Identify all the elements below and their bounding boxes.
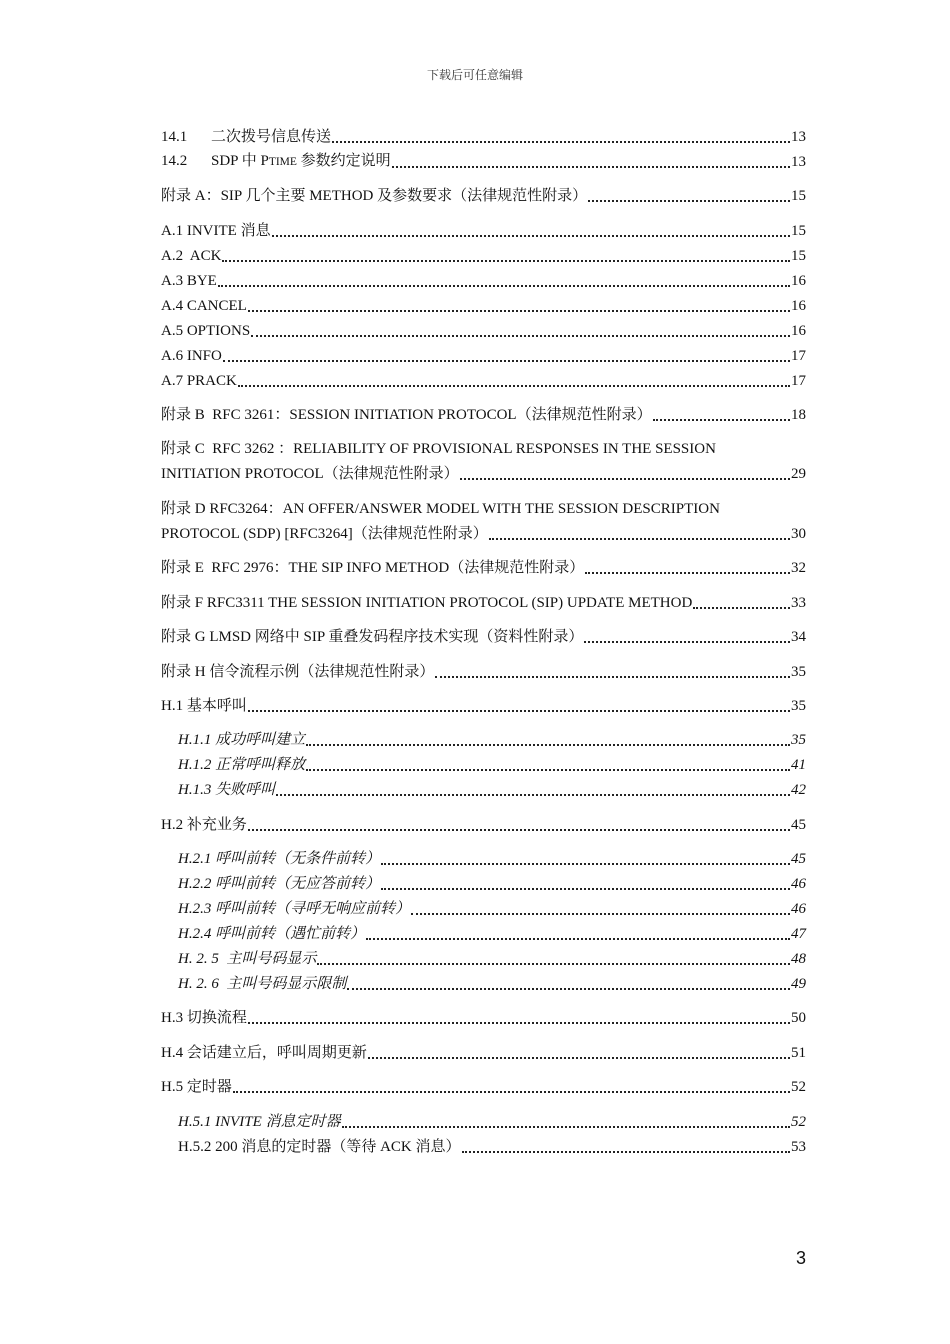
toc-entry-title: H.5.2 200 消息的定时器（等待 ACK 消息） [178, 1139, 461, 1155]
toc-entry-page: 13 [791, 154, 806, 170]
toc-entry-title: 附录 A：SIP 几个主要 METHOD 及参数要求（法律规范性附录） [161, 188, 588, 204]
toc-entry-page: 34 [791, 629, 806, 645]
toc-entry-14-2[interactable] [161, 147, 806, 172]
dot-leader [392, 165, 790, 168]
dot-leader [584, 640, 790, 643]
toc-entry-title: A.2 ACK [161, 248, 222, 264]
page-number: 3 [795, 1248, 806, 1268]
toc-entry-number: 14.2 [161, 153, 188, 169]
toc-entry-page: 45 [791, 851, 806, 867]
toc-entry-h-2[interactable] [161, 810, 806, 835]
dot-leader [366, 937, 790, 940]
toc-entry-page: 50 [791, 1010, 806, 1026]
toc-entry-page: 33 [791, 595, 806, 611]
toc-entry-title: H.2.4 呼叫前转（遇忙前转） [178, 926, 366, 942]
dot-leader [462, 1150, 790, 1153]
toc-entry-page: 52 [791, 1114, 806, 1130]
toc-entry-appendix-b[interactable] [161, 400, 806, 425]
toc-entry-title: 附录 E RFC 2976：THE SIP INFO METHOD（法律规范性附录） [161, 560, 585, 576]
toc-entry-h-3[interactable] [161, 1003, 806, 1028]
toc-entry-title: H.5 定时器 [161, 1079, 232, 1095]
dot-leader [233, 1090, 790, 1093]
toc-entry-page: 32 [791, 560, 806, 576]
toc-entry-title: A.3 BYE [161, 273, 217, 289]
dot-leader [381, 887, 790, 890]
toc-entry-title: H.5.1 INVITE 消息定时器 [178, 1114, 341, 1130]
toc-entry-page: 42 [791, 782, 806, 798]
toc-entry-title: INITIATION PROTOCOL（法律规范性附录） [161, 466, 459, 482]
toc-entry-title: H. 2. 6 主叫号码显示限制 [178, 976, 347, 992]
toc-entry-h-2-2[interactable] [178, 869, 806, 894]
toc-entry-number: 14.1 [161, 129, 188, 145]
dot-leader [248, 1021, 790, 1024]
toc-entry-h-2-1[interactable] [178, 844, 806, 869]
toc-entry-appendix-e[interactable] [161, 553, 806, 578]
toc-entry-title-smallcaps: TIME [268, 156, 297, 168]
toc-entry-page: 13 [791, 129, 806, 145]
toc-entry-page: 52 [791, 1079, 806, 1095]
toc-entry-title: H.1 基本呼叫 [161, 698, 247, 714]
dot-leader [342, 1125, 791, 1128]
dot-leader [693, 606, 790, 609]
toc-entry-title: A.1 INVITE 消息 [161, 223, 271, 239]
toc-entry-page: 16 [791, 298, 806, 314]
toc-entry-title: H.2 补充业务 [161, 817, 247, 833]
dot-leader [222, 259, 790, 262]
toc-entry-page: 51 [791, 1045, 806, 1061]
toc-entry-page: 48 [791, 951, 806, 967]
toc-entry-h-2-5[interactable] [178, 944, 806, 969]
dot-leader [306, 768, 790, 771]
dot-leader [238, 384, 790, 387]
toc-entry-h-5-2[interactable] [178, 1132, 806, 1157]
dot-leader [248, 709, 790, 712]
toc-entry-page: 35 [791, 664, 806, 680]
toc-entry-a-6[interactable] [161, 341, 806, 366]
toc-entry-a-3[interactable] [161, 266, 806, 291]
toc-entry-a-4[interactable] [161, 291, 806, 316]
toc-entry-title: 附录 B RFC 3261：SESSION INITIATION PROTOCOL（法律规范性附录） [161, 407, 652, 423]
toc-entry-h-1-3[interactable] [178, 775, 806, 800]
toc-entry-a-1[interactable] [161, 216, 806, 241]
dot-leader [435, 675, 790, 678]
toc-entry-page: 46 [791, 876, 806, 892]
toc-entry-h-2-3[interactable] [178, 894, 806, 919]
toc-entry-title: 附录 H 信令流程示例（法律规范性附录） [161, 664, 435, 680]
toc-entry-title: A.5 OPTIONS [161, 323, 251, 339]
toc-entry-page: 17 [791, 348, 806, 364]
dot-leader [411, 912, 790, 915]
toc-entry-title: H.1.2 正常呼叫释放 [178, 757, 306, 773]
dot-leader [460, 477, 790, 480]
toc-entry-page: 35 [791, 732, 806, 748]
toc-entry-a-5[interactable] [161, 316, 806, 341]
toc-entry-h-1[interactable] [161, 691, 806, 716]
toc-entry-page: 16 [791, 273, 806, 289]
toc-entry-title: H.4 会话建立后，呼叫周期更新 [161, 1045, 367, 1061]
toc-entry-title: 二次拨号信息传送 [211, 129, 332, 145]
toc-entry-title: H.1.3 失败呼叫 [178, 782, 276, 798]
toc-entry-page: 16 [791, 323, 806, 339]
toc-entry-page: 47 [791, 926, 806, 942]
dot-leader [585, 571, 790, 574]
toc-entry-page: 17 [791, 373, 806, 389]
toc-entry-page: 53 [791, 1139, 806, 1155]
toc-entry-page: 49 [791, 976, 806, 992]
toc-entry-page: 41 [791, 757, 806, 773]
toc-entry-title: H.2.2 呼叫前转（无应答前转） [178, 876, 381, 892]
toc-entry-title: H.1.1 成功呼叫建立 [178, 732, 306, 748]
toc-entry-title: H.2.1 呼叫前转（无条件前转） [178, 851, 381, 867]
toc-entry-appendix-g[interactable] [161, 622, 806, 647]
dot-leader [588, 199, 790, 202]
dot-leader [248, 309, 790, 312]
toc-entry-h-4[interactable] [161, 1038, 806, 1063]
toc-entry-title: H.2.3 呼叫前转（寻呼无响应前转） [178, 901, 411, 917]
dot-leader [218, 284, 790, 287]
dot-leader [223, 359, 790, 362]
toc-entry-page: 29 [791, 466, 806, 482]
toc-entry-title: 附录 G LMSD 网络中 SIP 重叠发码程序技术实现（资料性附录） [161, 629, 584, 645]
dot-leader [251, 334, 790, 337]
toc-entry-title: PROTOCOL (SDP) [RFC3264]（法律规范性附录） [161, 526, 488, 542]
dot-leader [248, 828, 790, 831]
toc-entry-title: H.3 切换流程 [161, 1010, 247, 1026]
toc-entry-title: A.4 CANCEL [161, 298, 247, 314]
toc-entry-a-7[interactable] [161, 366, 806, 391]
toc-entry-14-1[interactable] [161, 122, 806, 147]
toc-entry-page: 45 [791, 817, 806, 833]
toc-entry-appendix-c-line1[interactable]: 附录 C RFC 3262 ：RELIABILITY OF PROVISIONAL RESPONSES IN THE SESSION [161, 441, 716, 457]
dot-leader [381, 862, 790, 865]
dot-leader [653, 418, 790, 421]
toc-entry-h-5-1[interactable] [178, 1107, 806, 1132]
toc-entry-h-1-1[interactable] [178, 725, 806, 750]
dot-leader [272, 234, 790, 237]
toc-entry-page: 18 [791, 407, 806, 423]
toc-entry-h-5[interactable] [161, 1072, 806, 1097]
toc-entry-appendix-c[interactable] [161, 459, 806, 484]
toc-entry-page: 15 [791, 223, 806, 239]
toc-entry-appendix-a[interactable] [161, 181, 806, 206]
toc-entry-h-2-6[interactable] [178, 969, 806, 994]
dot-leader [306, 743, 790, 746]
toc-entry-title: A.6 INFO [161, 348, 222, 364]
toc-entry-appendix-f[interactable] [161, 588, 806, 613]
toc-entry-title: A.7 PRACK [161, 373, 237, 389]
toc-entry-h-1-2[interactable] [178, 750, 806, 775]
page-header: 下载后可任意编辑 [426, 68, 523, 82]
toc-entry-a-2[interactable] [161, 241, 806, 266]
toc-entry-h-2-4[interactable] [178, 919, 806, 944]
toc-entry-title: 附录 F RFC3311 THE SESSION INITIATION PROTOCOL (SIP) UPDATE METHOD [161, 595, 693, 611]
toc-entry-page: 35 [791, 698, 806, 714]
dot-leader [347, 987, 790, 990]
toc-entry-appendix-h[interactable] [161, 657, 806, 682]
dot-leader [332, 140, 790, 143]
toc-entry-title-suffix: 参数约定说明 [296, 153, 391, 169]
dot-leader [317, 962, 790, 965]
dot-leader [276, 793, 790, 796]
dot-leader [489, 537, 790, 540]
toc-entry-page: 46 [791, 901, 806, 917]
toc-entry-page: 15 [791, 248, 806, 264]
toc-entry-title: SDP 中 P [211, 153, 269, 169]
toc-entry-page: 30 [791, 526, 806, 542]
toc-entry-appendix-d-line1[interactable]: 附录 D RFC3264：AN OFFER/ANSWER MODEL WITH THE SESSION DESCRIPTION [161, 501, 720, 517]
toc-entry-title: H. 2. 5 主叫号码显示 [178, 951, 317, 967]
dot-leader [368, 1056, 790, 1059]
toc-entry-appendix-d[interactable] [161, 519, 806, 544]
toc-entry-page: 15 [791, 188, 806, 204]
